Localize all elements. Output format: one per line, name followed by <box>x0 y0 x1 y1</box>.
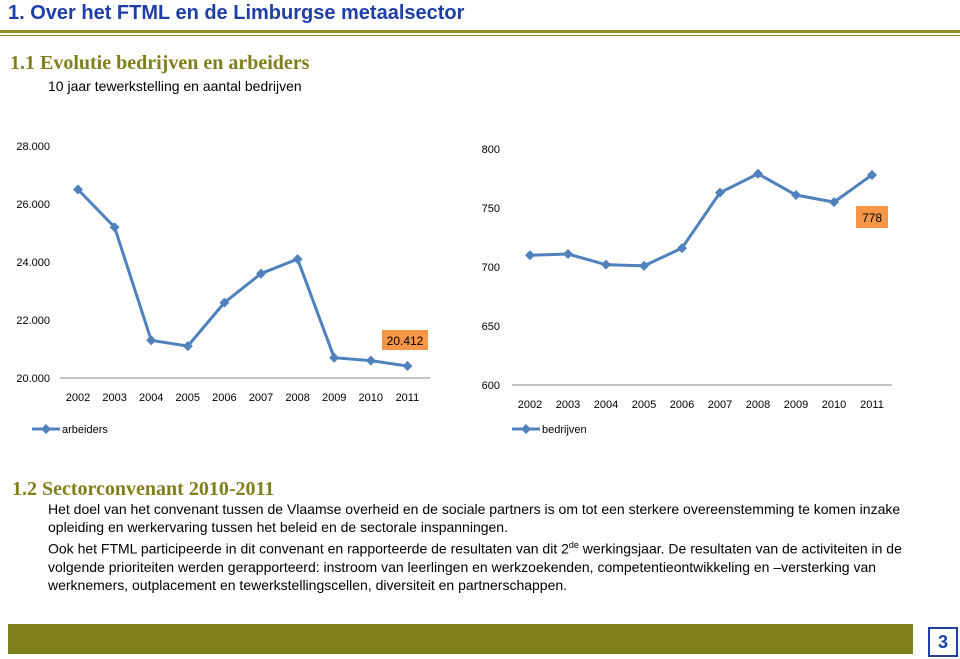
y-tick: 20.000 <box>16 373 50 385</box>
data-point <box>329 353 339 363</box>
footer-bar <box>8 624 913 654</box>
legend-arbeiders <box>32 424 108 436</box>
legend-bedrijven <box>512 424 587 436</box>
x-tick: 2007 <box>707 399 733 411</box>
paragraph <box>48 536 948 594</box>
legend-swatch-marker <box>41 424 51 434</box>
paragraph-part: Ook het FTML participeerde in dit convenant en rapporteerde de resultaten van dit 2 <box>48 540 569 557</box>
x-tick: 2002 <box>65 392 91 404</box>
x-tick-labels <box>66 392 419 404</box>
chart-arbeiders <box>16 141 430 436</box>
data-point <box>601 260 611 270</box>
body-text <box>48 500 948 594</box>
value-callout-label: 778 <box>861 211 883 225</box>
x-tick: 2010 <box>821 399 847 411</box>
x-tick: 2002 <box>517 399 543 411</box>
data-point <box>639 261 649 271</box>
series-line-bedrijven <box>530 174 872 266</box>
data-point <box>402 361 412 371</box>
x-tick: 2004 <box>138 392 164 404</box>
x-tick: 2008 <box>745 399 771 411</box>
data-point <box>525 250 535 260</box>
legend-label: bedrijven <box>542 424 587 436</box>
paragraph-part: werkingsjaar. De resultaten van de activiteiten in de volgende prioriteiten werden gerapporteerd: instroom van leerlingen en werkzoekenden, competentieontwikkeling en –versterking van werknemers, outplacement en tewerkstellingscellen, diversiteit en partnerschappen. <box>48 540 902 593</box>
x-tick: 2006 <box>669 399 695 411</box>
section-subtitle: 10 jaar tewerkstelling en aantal bedrijven <box>48 78 302 94</box>
y-tick: 650 <box>481 321 500 333</box>
x-tick: 2010 <box>358 392 384 404</box>
x-tick: 2006 <box>212 392 237 404</box>
superscript: de <box>568 540 579 550</box>
x-tick: 2009 <box>321 392 347 404</box>
x-tick: 2005 <box>631 399 657 411</box>
data-point <box>146 335 156 345</box>
y-tick: 28.000 <box>16 141 50 153</box>
series-line-arbeiders <box>78 190 407 367</box>
data-point <box>293 254 303 264</box>
x-tick: 2009 <box>783 399 809 411</box>
legend-label: arbeiders <box>62 424 108 436</box>
x-tick: 2003 <box>102 392 127 404</box>
data-point <box>366 356 376 366</box>
series-points-arbeiders <box>73 185 412 372</box>
x-tick: 2008 <box>285 392 310 404</box>
page-number: 3 <box>928 627 958 657</box>
x-tick: 2005 <box>175 392 201 404</box>
value-callout-label: 20.412 <box>386 334 424 348</box>
legend-swatch-marker <box>521 424 531 434</box>
x-tick: 2007 <box>248 392 274 404</box>
y-tick: 24.000 <box>16 257 50 269</box>
chart-bedrijven <box>482 144 892 436</box>
x-tick: 2004 <box>593 399 619 411</box>
x-tick: 2011 <box>860 399 884 411</box>
section-heading: 1.2 Sectorconvenant 2010-2011 <box>12 478 275 500</box>
paragraph: Het doel van het convenant tussen de Vlaamse overheid en de sociale partners is om tot een sterkere overeenstemming te komen inzake opleiding en werkervaring tussen het beleid en de sectorale inspanningen. <box>48 501 901 535</box>
x-tick: 2003 <box>555 399 581 411</box>
page-title: 1. Over het FTML en de Limburgse metaalsector <box>8 2 465 24</box>
y-tick: 800 <box>481 144 500 156</box>
x-tick-labels <box>518 399 884 411</box>
x-tick: 2011 <box>395 392 420 404</box>
y-tick: 600 <box>481 380 500 392</box>
y-tick: 700 <box>481 262 500 274</box>
y-tick: 26.000 <box>16 199 50 211</box>
y-tick: 750 <box>481 203 500 215</box>
section-heading: 1.1 Evolutie bedrijven en arbeiders <box>10 52 310 74</box>
data-point <box>563 249 573 259</box>
y-tick: 22.000 <box>16 315 50 327</box>
